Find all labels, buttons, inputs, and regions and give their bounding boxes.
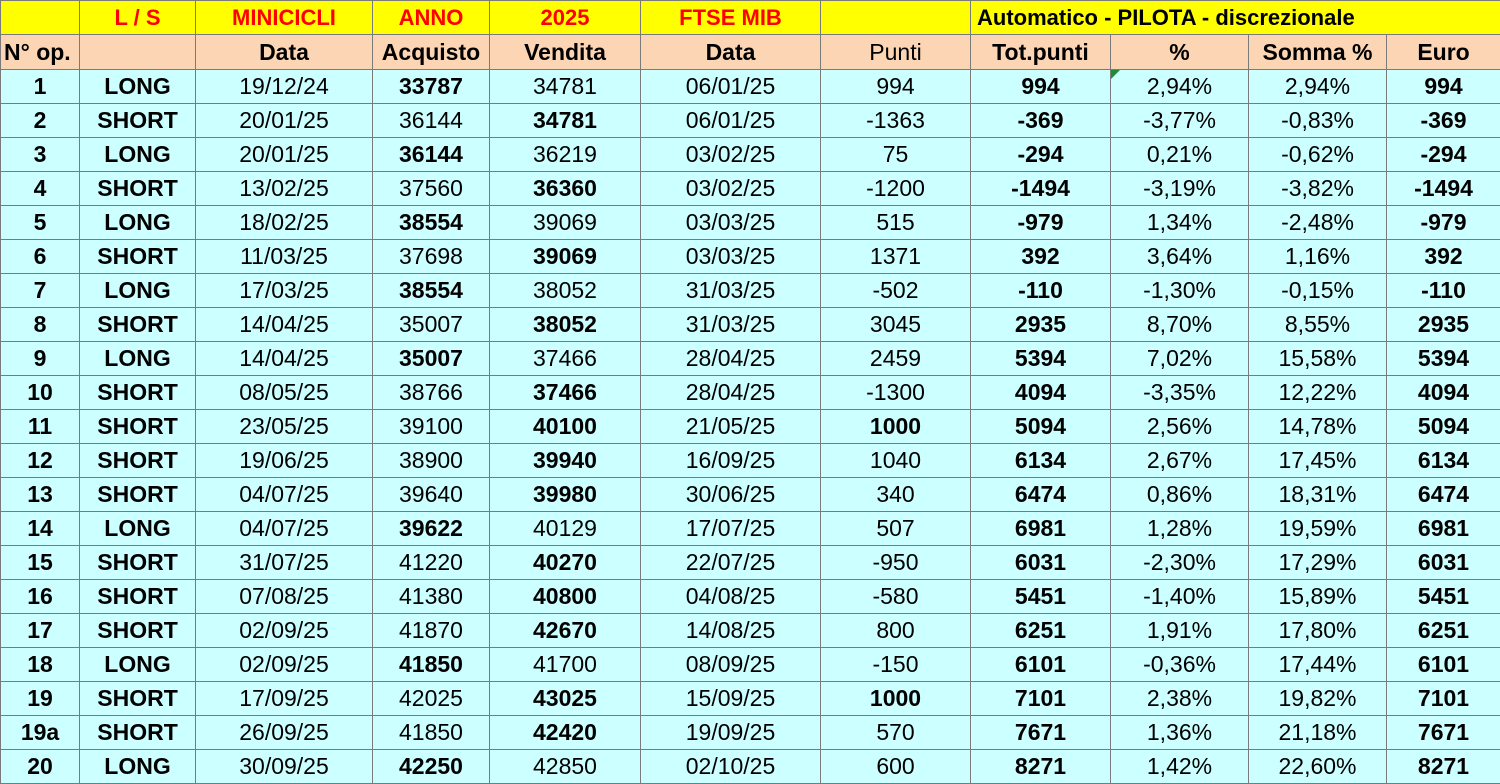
cell-sum-pct[interactable]: 14,78%	[1249, 410, 1387, 444]
cell-sell[interactable]: 40129	[490, 512, 641, 546]
cell-pct[interactable]: 1,28%	[1111, 512, 1249, 546]
cell-side[interactable]: LONG	[80, 648, 196, 682]
cell-buy[interactable]: 36144	[373, 104, 490, 138]
cell-points[interactable]: 994	[821, 70, 971, 104]
table-row	[1, 104, 1500, 138]
cell-sell[interactable]: 39069	[490, 240, 641, 274]
cell-euro[interactable]: 6031	[1387, 546, 1500, 580]
cell-pct[interactable]: -3,19%	[1111, 172, 1249, 206]
cell-sum-pct[interactable]: -3,82%	[1249, 172, 1387, 206]
cell-side[interactable]: LONG	[80, 342, 196, 376]
cell-date-out[interactable]: 06/01/25	[641, 104, 821, 138]
cell-euro[interactable]: 6251	[1387, 614, 1500, 648]
cell-buy[interactable]: 42025	[373, 682, 490, 716]
cell-sum-pct[interactable]: -0,83%	[1249, 104, 1387, 138]
col-tot-points[interactable]: Tot.punti	[971, 35, 1111, 70]
cell-sell[interactable]: 39940	[490, 444, 641, 478]
table-row	[1, 512, 1500, 546]
cell-sell[interactable]: 34781	[490, 70, 641, 104]
cell-date-in[interactable]: 13/02/25	[196, 172, 373, 206]
cell-side[interactable]: SHORT	[80, 546, 196, 580]
cell-date-in[interactable]: 18/02/25	[196, 206, 373, 240]
cell-tot-points[interactable]: 6101	[971, 648, 1111, 682]
col-sum-pct[interactable]: Somma %	[1249, 35, 1387, 70]
cell-points[interactable]: 507	[821, 512, 971, 546]
header-empty-cell[interactable]	[1, 1, 80, 35]
cell-buy[interactable]: 33787	[373, 70, 490, 104]
table-row	[1, 682, 1500, 716]
cell-sell[interactable]: 39069	[490, 206, 641, 240]
cell-sum-pct[interactable]: -0,15%	[1249, 274, 1387, 308]
table-row	[1, 444, 1500, 478]
cell-pct[interactable]: 2,56%	[1111, 410, 1249, 444]
cell-num[interactable]: 3	[1, 138, 80, 172]
cell-buy[interactable]: 38900	[373, 444, 490, 478]
cell-date-in[interactable]: 19/12/24	[196, 70, 373, 104]
table-row	[1, 240, 1500, 274]
cell-pct[interactable]: 1,36%	[1111, 716, 1249, 750]
col-date-in[interactable]: Data	[196, 35, 373, 70]
table-row	[1, 70, 1500, 104]
cell-date-in[interactable]: 14/04/25	[196, 308, 373, 342]
cell-buy[interactable]: 38554	[373, 274, 490, 308]
cell-side[interactable]: SHORT	[80, 410, 196, 444]
cell-points[interactable]: -502	[821, 274, 971, 308]
cell-side[interactable]: LONG	[80, 274, 196, 308]
cell-side[interactable]: LONG	[80, 512, 196, 546]
table-row	[1, 750, 1500, 784]
cell-num[interactable]: 17	[1, 614, 80, 648]
cell-side[interactable]: SHORT	[80, 478, 196, 512]
table-row	[1, 716, 1500, 750]
cell-pct[interactable]: 7,02%	[1111, 342, 1249, 376]
cell-sum-pct[interactable]: 18,31%	[1249, 478, 1387, 512]
cell-points[interactable]: 600	[821, 750, 971, 784]
cell-date-in[interactable]: 07/08/25	[196, 580, 373, 614]
cell-num[interactable]: 14	[1, 512, 80, 546]
cell-buy[interactable]: 37560	[373, 172, 490, 206]
cell-side[interactable]: SHORT	[80, 444, 196, 478]
cell-euro[interactable]: 392	[1387, 240, 1500, 274]
cell-num[interactable]: 1	[1, 70, 80, 104]
cell-date-out[interactable]: 28/04/25	[641, 342, 821, 376]
cell-buy[interactable]: 41380	[373, 580, 490, 614]
cell-euro[interactable]: -294	[1387, 138, 1500, 172]
cell-sum-pct[interactable]: 17,44%	[1249, 648, 1387, 682]
table-row	[1, 376, 1500, 410]
cell-buy[interactable]: 35007	[373, 308, 490, 342]
cell-pct[interactable]: 1,42%	[1111, 750, 1249, 784]
cell-date-in[interactable]: 14/04/25	[196, 342, 373, 376]
cell-sum-pct[interactable]: 8,55%	[1249, 308, 1387, 342]
cell-buy[interactable]: 37698	[373, 240, 490, 274]
cell-buy[interactable]: 38554	[373, 206, 490, 240]
cell-sell[interactable]: 43025	[490, 682, 641, 716]
cell-pct[interactable]: -3,77%	[1111, 104, 1249, 138]
cell-side[interactable]: LONG	[80, 750, 196, 784]
cell-sell[interactable]: 39980	[490, 478, 641, 512]
header-index[interactable]: FTSE MIB	[641, 1, 821, 35]
cell-buy[interactable]: 41850	[373, 648, 490, 682]
cell-date-out[interactable]: 06/01/25	[641, 70, 821, 104]
cell-date-in[interactable]: 20/01/25	[196, 138, 373, 172]
cell-euro[interactable]: 2935	[1387, 308, 1500, 342]
cell-sell[interactable]: 40100	[490, 410, 641, 444]
cell-num[interactable]: 11	[1, 410, 80, 444]
cell-side[interactable]: SHORT	[80, 104, 196, 138]
cell-date-out[interactable]: 14/08/25	[641, 614, 821, 648]
cell-sell[interactable]: 40270	[490, 546, 641, 580]
cell-side[interactable]: SHORT	[80, 308, 196, 342]
cell-sell[interactable]: 34781	[490, 104, 641, 138]
cell-pct[interactable]: -2,30%	[1111, 546, 1249, 580]
cell-tot-points[interactable]: -110	[971, 274, 1111, 308]
cell-points[interactable]: 1000	[821, 410, 971, 444]
cell-points[interactable]: 1040	[821, 444, 971, 478]
cell-side[interactable]: LONG	[80, 70, 196, 104]
header-empty-cell-2[interactable]	[821, 1, 971, 35]
cell-sum-pct[interactable]: 15,58%	[1249, 342, 1387, 376]
cell-date-out[interactable]: 17/07/25	[641, 512, 821, 546]
cell-buy[interactable]: 41220	[373, 546, 490, 580]
cell-euro[interactable]: -110	[1387, 274, 1500, 308]
cell-points[interactable]: 3045	[821, 308, 971, 342]
cell-tot-points[interactable]: 2935	[971, 308, 1111, 342]
cell-date-out[interactable]: 19/09/25	[641, 716, 821, 750]
cell-sell[interactable]: 37466	[490, 376, 641, 410]
cell-sum-pct[interactable]: 17,45%	[1249, 444, 1387, 478]
cell-sell[interactable]: 37466	[490, 342, 641, 376]
cell-num[interactable]: 5	[1, 206, 80, 240]
cell-date-out[interactable]: 04/08/25	[641, 580, 821, 614]
cell-points[interactable]: -950	[821, 546, 971, 580]
header-year[interactable]: 2025	[490, 1, 641, 35]
cell-pct[interactable]: -1,40%	[1111, 580, 1249, 614]
cell-euro[interactable]: 7101	[1387, 682, 1500, 716]
cell-points[interactable]: -1300	[821, 376, 971, 410]
cell-sum-pct[interactable]: 2,94%	[1249, 70, 1387, 104]
cell-num[interactable]: 6	[1, 240, 80, 274]
cell-date-out[interactable]: 31/03/25	[641, 308, 821, 342]
cell-side[interactable]: SHORT	[80, 614, 196, 648]
cell-points[interactable]: 75	[821, 138, 971, 172]
cell-euro[interactable]: -979	[1387, 206, 1500, 240]
cell-sum-pct[interactable]: -2,48%	[1249, 206, 1387, 240]
cell-tot-points[interactable]: 994	[971, 70, 1111, 104]
cell-euro[interactable]: 6474	[1387, 478, 1500, 512]
cell-date-in[interactable]: 11/03/25	[196, 240, 373, 274]
cell-pct[interactable]: 2,94%	[1111, 70, 1249, 104]
cell-date-in[interactable]: 26/09/25	[196, 716, 373, 750]
cell-date-out[interactable]: 03/03/25	[641, 240, 821, 274]
cell-buy[interactable]: 41870	[373, 614, 490, 648]
cell-euro[interactable]: 7671	[1387, 716, 1500, 750]
cell-side[interactable]: LONG	[80, 138, 196, 172]
cell-num[interactable]: 12	[1, 444, 80, 478]
cell-pct[interactable]: 1,34%	[1111, 206, 1249, 240]
cell-date-in[interactable]: 23/05/25	[196, 410, 373, 444]
cell-buy[interactable]: 42250	[373, 750, 490, 784]
cell-euro[interactable]: 6101	[1387, 648, 1500, 682]
cell-side[interactable]: SHORT	[80, 240, 196, 274]
cell-side[interactable]: LONG	[80, 206, 196, 240]
cell-side[interactable]: SHORT	[80, 172, 196, 206]
cell-date-out[interactable]: 30/06/25	[641, 478, 821, 512]
cell-pct[interactable]: 2,67%	[1111, 444, 1249, 478]
table-row	[1, 308, 1500, 342]
cell-points[interactable]: 1000	[821, 682, 971, 716]
header-minicicli[interactable]: MINICICLI	[196, 1, 373, 35]
cell-euro[interactable]: 5094	[1387, 410, 1500, 444]
cell-sell[interactable]: 42420	[490, 716, 641, 750]
cell-points[interactable]: -150	[821, 648, 971, 682]
cell-num[interactable]: 10	[1, 376, 80, 410]
table-row	[1, 546, 1500, 580]
cell-date-out[interactable]: 28/04/25	[641, 376, 821, 410]
cell-points[interactable]: 570	[821, 716, 971, 750]
cell-points[interactable]: 340	[821, 478, 971, 512]
cell-date-out[interactable]: 03/02/25	[641, 172, 821, 206]
cell-tot-points[interactable]: 6251	[971, 614, 1111, 648]
cell-euro[interactable]: 5394	[1387, 342, 1500, 376]
cell-date-in[interactable]: 30/09/25	[196, 750, 373, 784]
cell-sell[interactable]: 36360	[490, 172, 641, 206]
cell-tot-points[interactable]: 5094	[971, 410, 1111, 444]
header-mode[interactable]: Automatico - PILOTA - discrezionale	[971, 1, 1500, 35]
col-side[interactable]	[80, 35, 196, 70]
cell-buy[interactable]: 41850	[373, 716, 490, 750]
cell-pct[interactable]: 2,38%	[1111, 682, 1249, 716]
cell-side[interactable]: SHORT	[80, 716, 196, 750]
cell-pct[interactable]: 0,21%	[1111, 138, 1249, 172]
cell-date-in[interactable]: 31/07/25	[196, 546, 373, 580]
cell-date-in[interactable]: 08/05/25	[196, 376, 373, 410]
cell-tot-points[interactable]: 5394	[971, 342, 1111, 376]
cell-sell[interactable]: 41700	[490, 648, 641, 682]
cell-sell[interactable]: 42850	[490, 750, 641, 784]
cell-num[interactable]: 2	[1, 104, 80, 138]
cell-points[interactable]: 515	[821, 206, 971, 240]
cell-date-in[interactable]: 04/07/25	[196, 478, 373, 512]
cell-euro[interactable]: 994	[1387, 70, 1500, 104]
table-row	[1, 274, 1500, 308]
cell-sum-pct[interactable]: 22,60%	[1249, 750, 1387, 784]
cell-num[interactable]: 13	[1, 478, 80, 512]
cell-buy[interactable]: 39622	[373, 512, 490, 546]
table-row	[1, 206, 1500, 240]
cell-pct[interactable]: 8,70%	[1111, 308, 1249, 342]
cell-num[interactable]: 16	[1, 580, 80, 614]
cell-date-in[interactable]: 20/01/25	[196, 104, 373, 138]
cell-sum-pct[interactable]: 17,80%	[1249, 614, 1387, 648]
cell-pct[interactable]: -3,35%	[1111, 376, 1249, 410]
cell-tot-points[interactable]: 6134	[971, 444, 1111, 478]
table-row	[1, 410, 1500, 444]
cell-date-in[interactable]: 02/09/25	[196, 648, 373, 682]
cell-date-out[interactable]: 31/03/25	[641, 274, 821, 308]
cell-pct[interactable]: 0,86%	[1111, 478, 1249, 512]
cell-buy[interactable]: 39100	[373, 410, 490, 444]
cell-pct[interactable]: -0,36%	[1111, 648, 1249, 682]
cell-points[interactable]: -1363	[821, 104, 971, 138]
cell-sell[interactable]: 36219	[490, 138, 641, 172]
header-ls[interactable]: L / S	[80, 1, 196, 35]
cell-buy[interactable]: 39640	[373, 478, 490, 512]
cell-tot-points[interactable]: -369	[971, 104, 1111, 138]
cell-date-in[interactable]: 17/03/25	[196, 274, 373, 308]
cell-buy[interactable]: 35007	[373, 342, 490, 376]
col-points[interactable]: Punti	[821, 35, 971, 70]
cell-tot-points[interactable]: 7101	[971, 682, 1111, 716]
table-row	[1, 138, 1500, 172]
col-num[interactable]: N° op.	[1, 35, 80, 70]
header-row-title	[1, 1, 1500, 35]
cell-side[interactable]: SHORT	[80, 580, 196, 614]
cell-tot-points[interactable]: 4094	[971, 376, 1111, 410]
cell-euro[interactable]: 4094	[1387, 376, 1500, 410]
cell-date-out[interactable]: 02/10/25	[641, 750, 821, 784]
cell-euro[interactable]: 5451	[1387, 580, 1500, 614]
cell-buy[interactable]: 36144	[373, 138, 490, 172]
cell-points[interactable]: 1371	[821, 240, 971, 274]
cell-date-in[interactable]: 17/09/25	[196, 682, 373, 716]
cell-tot-points[interactable]: 5451	[971, 580, 1111, 614]
table-row	[1, 478, 1500, 512]
cell-sum-pct[interactable]: -0,62%	[1249, 138, 1387, 172]
cell-euro[interactable]: -1494	[1387, 172, 1500, 206]
cell-date-out[interactable]: 08/09/25	[641, 648, 821, 682]
cell-sell[interactable]: 38052	[490, 308, 641, 342]
cell-num[interactable]: 4	[1, 172, 80, 206]
cell-sum-pct[interactable]: 21,18%	[1249, 716, 1387, 750]
cell-points[interactable]: 2459	[821, 342, 971, 376]
cell-num[interactable]: 9	[1, 342, 80, 376]
table-row	[1, 172, 1500, 206]
cell-num[interactable]: 20	[1, 750, 80, 784]
cell-date-out[interactable]: 16/09/25	[641, 444, 821, 478]
cell-date-out[interactable]: 15/09/25	[641, 682, 821, 716]
cell-pct[interactable]: 1,91%	[1111, 614, 1249, 648]
cell-date-in[interactable]: 04/07/25	[196, 512, 373, 546]
cell-euro[interactable]: 8271	[1387, 750, 1500, 784]
cell-tot-points[interactable]: 6031	[971, 546, 1111, 580]
table-row	[1, 648, 1500, 682]
cell-points[interactable]: -1200	[821, 172, 971, 206]
cell-points[interactable]: -580	[821, 580, 971, 614]
cell-num[interactable]: 8	[1, 308, 80, 342]
cell-tot-points[interactable]: 7671	[971, 716, 1111, 750]
cell-tot-points[interactable]: 6981	[971, 512, 1111, 546]
cell-euro[interactable]: 6134	[1387, 444, 1500, 478]
cell-sell[interactable]: 38052	[490, 274, 641, 308]
col-date-out[interactable]: Data	[641, 35, 821, 70]
cell-pct[interactable]: 3,64%	[1111, 240, 1249, 274]
col-pct[interactable]: %	[1111, 35, 1249, 70]
cell-date-out[interactable]: 03/03/25	[641, 206, 821, 240]
cell-num[interactable]: 19	[1, 682, 80, 716]
cell-tot-points[interactable]: 8271	[971, 750, 1111, 784]
cell-num[interactable]: 15	[1, 546, 80, 580]
cell-sell[interactable]: 42670	[490, 614, 641, 648]
cell-buy[interactable]: 38766	[373, 376, 490, 410]
cell-pct[interactable]: -1,30%	[1111, 274, 1249, 308]
cell-side[interactable]: SHORT	[80, 682, 196, 716]
cell-sell[interactable]: 40800	[490, 580, 641, 614]
header-anno[interactable]: ANNO	[373, 1, 490, 35]
header-row-columns	[1, 35, 1500, 70]
cell-sum-pct[interactable]: 15,89%	[1249, 580, 1387, 614]
col-buy[interactable]: Acquisto	[373, 35, 490, 70]
cell-tot-points[interactable]: -294	[971, 138, 1111, 172]
table-row	[1, 342, 1500, 376]
cell-tot-points[interactable]: -1494	[971, 172, 1111, 206]
table-row	[1, 580, 1500, 614]
cell-num[interactable]: 18	[1, 648, 80, 682]
cell-side[interactable]: SHORT	[80, 376, 196, 410]
cell-tot-points[interactable]: 392	[971, 240, 1111, 274]
cell-sum-pct[interactable]: 17,29%	[1249, 546, 1387, 580]
cell-date-out[interactable]: 21/05/25	[641, 410, 821, 444]
col-euro[interactable]: Euro	[1387, 35, 1500, 70]
cell-date-out[interactable]: 03/02/25	[641, 138, 821, 172]
cell-tot-points[interactable]: -979	[971, 206, 1111, 240]
cell-tot-points[interactable]: 6474	[971, 478, 1111, 512]
cell-sum-pct[interactable]: 1,16%	[1249, 240, 1387, 274]
cell-sum-pct[interactable]: 19,59%	[1249, 512, 1387, 546]
cell-num[interactable]: 19a	[1, 716, 80, 750]
cell-points[interactable]: 800	[821, 614, 971, 648]
cell-euro[interactable]: 6981	[1387, 512, 1500, 546]
cell-date-out[interactable]: 22/07/25	[641, 546, 821, 580]
cell-euro[interactable]: -369	[1387, 104, 1500, 138]
cell-date-in[interactable]: 19/06/25	[196, 444, 373, 478]
cell-num[interactable]: 7	[1, 274, 80, 308]
table-row	[1, 614, 1500, 648]
cell-date-in[interactable]: 02/09/25	[196, 614, 373, 648]
cell-sum-pct[interactable]: 19,82%	[1249, 682, 1387, 716]
cell-sum-pct[interactable]: 12,22%	[1249, 376, 1387, 410]
col-sell[interactable]: Vendita	[490, 35, 641, 70]
